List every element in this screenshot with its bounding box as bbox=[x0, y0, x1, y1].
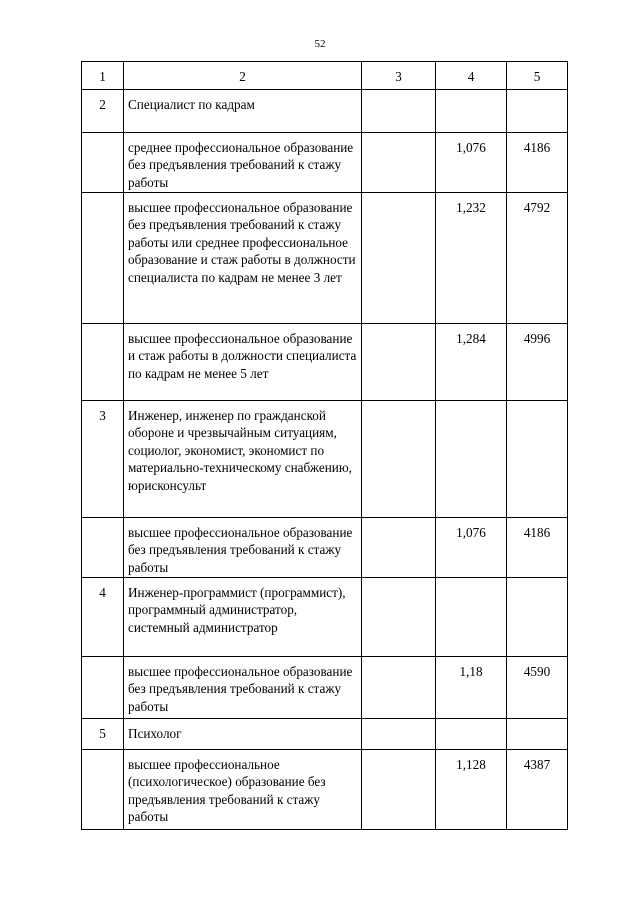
position-cell: высшее профессиональное образование и стаж работы в должности специалиста по кадрам не менее 5 лет bbox=[124, 324, 362, 401]
salary-cell: 4186 bbox=[507, 133, 568, 193]
position-cell: среднее профессиональное образование без предъявления требований к стажу работы bbox=[124, 133, 362, 193]
row-number-cell bbox=[82, 657, 124, 719]
col3-cell bbox=[362, 133, 436, 193]
coefficient-cell bbox=[436, 578, 507, 657]
coefficient-cell: 1,076 bbox=[436, 133, 507, 193]
salary-cell: 4996 bbox=[507, 324, 568, 401]
col3-cell bbox=[362, 324, 436, 401]
page-number: 52 bbox=[314, 38, 326, 50]
table-header-row bbox=[82, 62, 568, 90]
row-number-cell: 5 bbox=[82, 719, 124, 750]
table-row bbox=[82, 657, 568, 719]
col3-cell bbox=[362, 193, 436, 324]
col3-cell bbox=[362, 401, 436, 518]
salary-table bbox=[81, 61, 568, 830]
col3-cell bbox=[362, 578, 436, 657]
header-cell: 1 bbox=[82, 62, 124, 90]
table-row bbox=[82, 133, 568, 193]
coefficient-cell bbox=[436, 90, 507, 133]
coefficient-cell: 1,076 bbox=[436, 518, 507, 578]
position-cell: высшее профессиональное (психологическое) образование без предъявления требований к стажу работы bbox=[124, 750, 362, 830]
salary-cell bbox=[507, 401, 568, 518]
salary-cell: 4387 bbox=[507, 750, 568, 830]
salary-cell bbox=[507, 719, 568, 750]
salary-cell bbox=[507, 578, 568, 657]
table-row bbox=[82, 750, 568, 830]
coefficient-cell bbox=[436, 719, 507, 750]
coefficient-cell: 1,284 bbox=[436, 324, 507, 401]
coefficient-cell: 1,232 bbox=[436, 193, 507, 324]
coefficient-cell bbox=[436, 401, 507, 518]
col3-cell bbox=[362, 518, 436, 578]
coefficient-cell: 1,18 bbox=[436, 657, 507, 719]
row-number-cell bbox=[82, 133, 124, 193]
position-cell: Специалист по кадрам bbox=[124, 90, 362, 133]
position-cell: Психолог bbox=[124, 719, 362, 750]
salary-cell: 4590 bbox=[507, 657, 568, 719]
table-row bbox=[82, 719, 568, 750]
row-number-cell: 2 bbox=[82, 90, 124, 133]
position-cell: высшее профессиональное образование без предъявления требований к стажу работы bbox=[124, 657, 362, 719]
row-number-cell bbox=[82, 518, 124, 578]
row-number-cell bbox=[82, 324, 124, 401]
col3-cell bbox=[362, 90, 436, 133]
col3-cell bbox=[362, 719, 436, 750]
coefficient-cell: 1,128 bbox=[436, 750, 507, 830]
position-cell: высшее профессиональное образование без предъявления требований к стажу работы bbox=[124, 518, 362, 578]
position-cell: Инженер-программист (программист), программный администратор, системный администратор bbox=[124, 578, 362, 657]
position-cell: Инженер, инженер по гражданской обороне и чрезвычайным ситуациям, социолог, экономист, экономист по материально-техническому снабжению, юрисконсульт bbox=[124, 401, 362, 518]
table-row bbox=[82, 401, 568, 518]
table-row bbox=[82, 518, 568, 578]
salary-cell: 4792 bbox=[507, 193, 568, 324]
table-row bbox=[82, 324, 568, 401]
salary-cell bbox=[507, 90, 568, 133]
col3-cell bbox=[362, 657, 436, 719]
row-number-cell bbox=[82, 750, 124, 830]
row-number-cell: 4 bbox=[82, 578, 124, 657]
table-row bbox=[82, 578, 568, 657]
col3-cell bbox=[362, 750, 436, 830]
table-row bbox=[82, 90, 568, 133]
header-cell: 2 bbox=[124, 62, 362, 90]
header-cell: 4 bbox=[436, 62, 507, 90]
header-cell: 3 bbox=[362, 62, 436, 90]
position-cell: высшее профессиональное образование без предъявления требований к стажу работы или среднее профессиональное образование и стаж работы в должности специалиста по кадрам не менее 3 лет bbox=[124, 193, 362, 324]
header-cell: 5 bbox=[507, 62, 568, 90]
row-number-cell: 3 bbox=[82, 401, 124, 518]
table-row bbox=[82, 193, 568, 324]
row-number-cell bbox=[82, 193, 124, 324]
salary-cell: 4186 bbox=[507, 518, 568, 578]
